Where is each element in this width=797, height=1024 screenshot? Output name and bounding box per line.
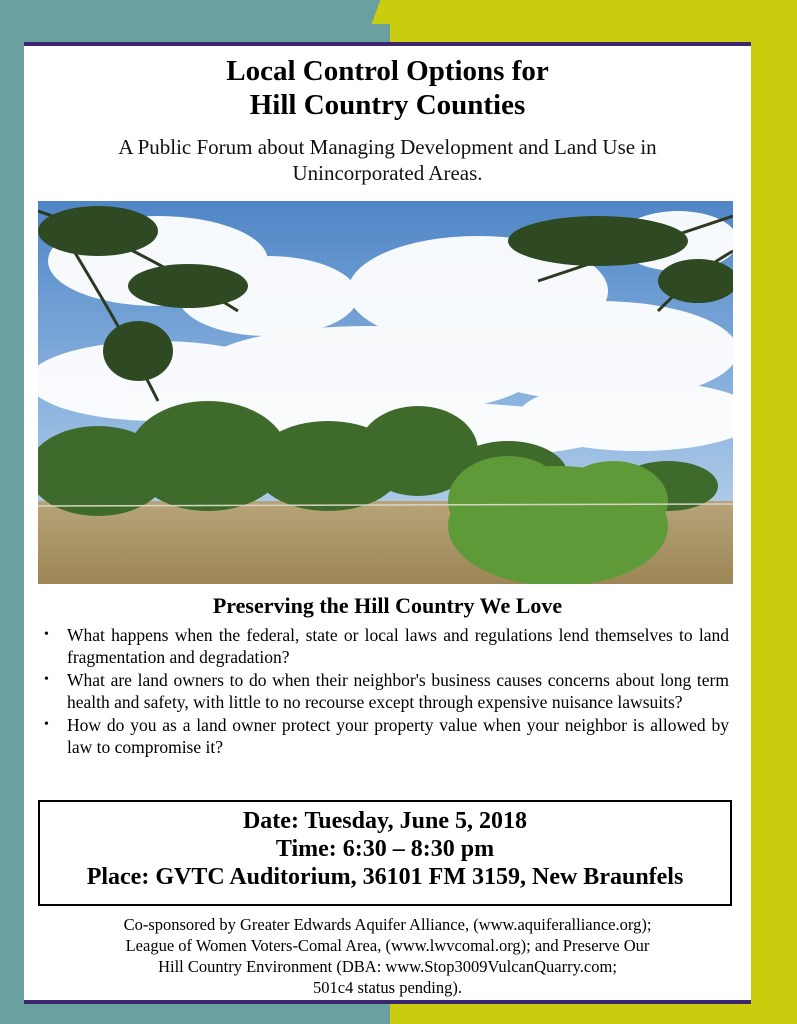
bullet-dot-icon: •	[44, 672, 49, 687]
event-date: Date: Tuesday, June 5, 2018	[242, 808, 528, 834]
title-line-2: Hill Country Counties	[249, 89, 526, 121]
flyer-panel	[24, 42, 751, 1004]
event-place: Place: GVTC Auditorium, 36101 FM 3159, New Braunfels	[86, 864, 684, 890]
subtitle-line-2: Unincorporated Areas.	[292, 161, 483, 185]
title-line-1: Local Control Options for	[226, 55, 549, 87]
bullet-item	[44, 669, 729, 713]
sponsors-line-4: 501c4 status pending).	[313, 978, 462, 997]
bullet-text: How do you as a land owner protect your property value when your neighbor is allowed by law to compromise it?	[67, 715, 729, 757]
hill-country-photo	[38, 201, 733, 584]
flyer-subtitle	[54, 134, 721, 186]
section-heading: Preserving the Hill Country We Love	[212, 593, 563, 618]
event-time: Time: 6:30 – 8:30 pm	[275, 836, 495, 862]
flyer-title	[24, 54, 751, 122]
sponsors-line-3: Hill Country Environment (DBA: www.Stop3009VulcanQuarry.com;	[158, 957, 617, 976]
event-details-box	[38, 800, 732, 906]
subtitle-line-1: A Public Forum about Managing Development and Land Use in	[118, 135, 657, 159]
bullet-text: What happens when the federal, state or local laws and regulations lend themselves to land fragmentation and degradation?	[67, 625, 729, 667]
bullet-list	[44, 624, 729, 759]
bullet-dot-icon: •	[44, 717, 49, 732]
sponsors-line-1: Co-sponsored by Greater Edwards Aquifer Alliance, (www.aquiferalliance.org);	[123, 915, 652, 934]
bullet-text: What are land owners to do when their neighbor's business causes concerns about long term health and safety, with little to no recourse except through expensive nuisance lawsuits?	[67, 670, 729, 712]
sponsors-line-2: League of Women Voters-Comal Area, (www.lwvcomal.org); and Preserve Our	[125, 936, 650, 955]
bullet-dot-icon: •	[44, 627, 49, 642]
bullet-item	[44, 714, 729, 758]
bullet-item	[44, 624, 729, 668]
sponsors-text	[44, 914, 731, 998]
foreground-shrub	[448, 456, 668, 584]
